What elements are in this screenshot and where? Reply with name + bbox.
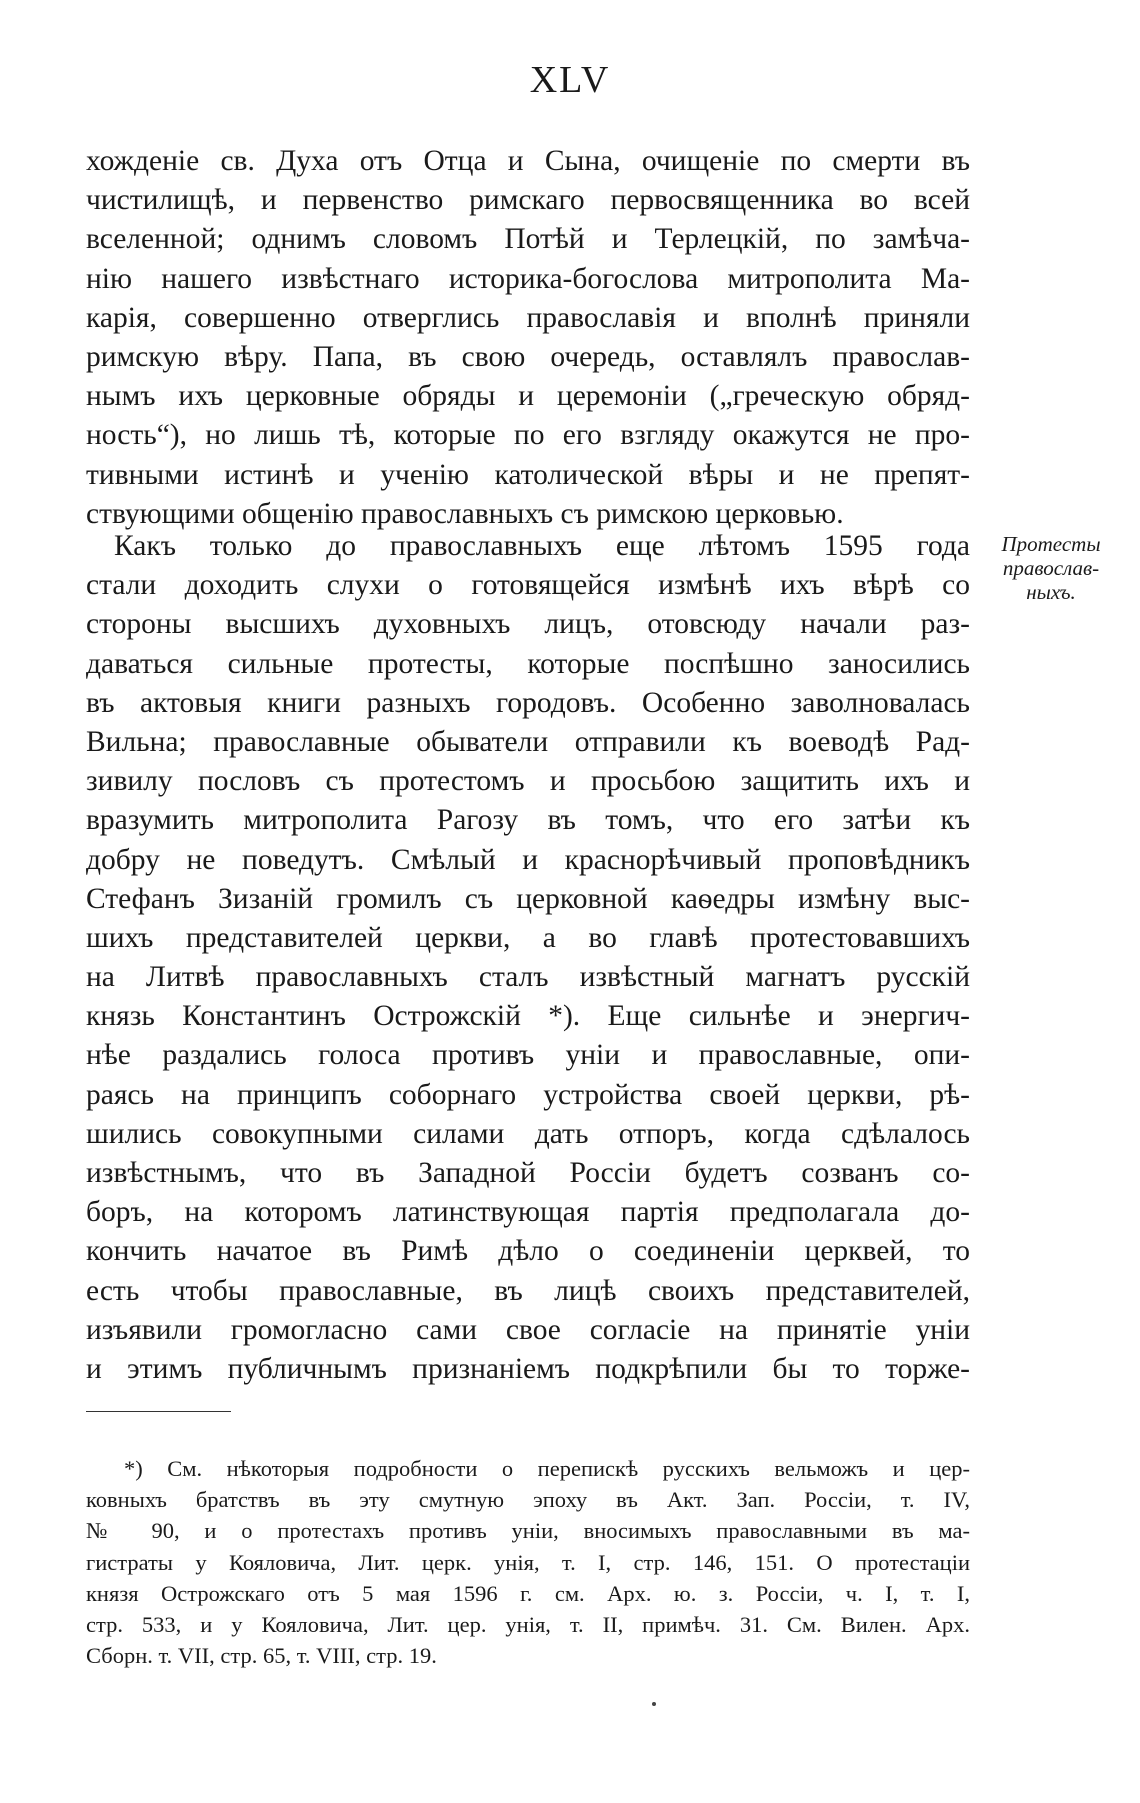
text-line: и этимъ публичнымъ признаніемъ подкрѣпили бы то торже-: [86, 1352, 970, 1385]
footnote-line: № 90, и о протестахъ противъ уніи, вносимыхъ православными въ ма-: [86, 1518, 970, 1544]
print-speck: [652, 1702, 656, 1706]
footnote-line: Сборн. т. VII, стр. 65, т. VIII, стр. 19.: [86, 1643, 437, 1669]
margin-note: [976, 532, 1126, 604]
text-line: кончить начатое въ Римѣ дѣло о соединеніи церквей, то: [86, 1235, 970, 1268]
text-line: боръ, на которомъ латинствующая партія предполагала до-: [86, 1196, 970, 1229]
text-line: нѣе раздались голоса противъ уніи и православные, опи-: [86, 1039, 970, 1072]
text-line: стороны высшихъ духовныхъ лицъ, отовсюду начали раз-: [86, 608, 970, 641]
footnote-line: ковныхъ братствъ въ эту смутную эпоху въ Акт. Зап. Россіи, т. IV,: [86, 1487, 970, 1513]
text-line: римскую вѣру. Папа, въ свою очередь, оставлялъ православ-: [86, 340, 970, 373]
footnote-divider: [86, 1411, 231, 1412]
text-line: хожденіе св. Духа отъ Отца и Сына, очищеніе по смерти въ: [86, 145, 970, 177]
text-line: нымъ ихъ церковные обряды и церемоніи („греческую обряд-: [86, 380, 970, 413]
margin-note-line: ныхъ.: [1026, 580, 1076, 604]
text-line: есть чтобы православные, въ лицѣ своихъ представителей,: [86, 1274, 970, 1307]
paragraph-1: [86, 142, 970, 534]
margin-note-line: Протесты: [1001, 532, 1101, 556]
footnote-line: гистраты у Кояловича, Лит. церк. унія, т. I, стр. 146, 151. О протестаціи: [86, 1549, 970, 1575]
margin-note-line: православ-: [1002, 556, 1100, 580]
text-line: карія, совершенно отверглись православія и вполнѣ приняли: [86, 301, 970, 334]
text-line: зивилу пословъ съ протестомъ и просьбою защитить ихъ и: [86, 765, 970, 798]
text-line: нію нашего извѣстнаго историка-богослова митрополита Ма-: [86, 262, 970, 295]
text-line: ность“), но лишь тѣ, которые по его взгляду окажутся не про-: [86, 419, 970, 452]
page-number-header: XLV: [529, 59, 611, 101]
text-line: добру не поведутъ. Смѣлый и краснорѣчивый проповѣдникъ: [86, 843, 970, 876]
text-line: Какъ только до православныхъ еще лѣтомъ 1595 года: [114, 530, 970, 562]
text-line: вселенной; однимъ словомъ Потѣй и Терлецкій, по замѣча-: [86, 223, 970, 256]
text-line: Вильна; православные обыватели отправили къ воеводѣ Рад-: [86, 725, 970, 758]
footnote-line: стр. 533, и у Кояловича, Лит. цер. унія, т. II, примѣч. 31. См. Вилен. Арх.: [86, 1611, 970, 1637]
text-line: Стефанъ Зизаній громилъ съ церковной каѳедры измѣну выс-: [86, 882, 970, 915]
text-line: извѣстнымъ, что въ Западной Россіи будетъ созванъ со-: [86, 1157, 970, 1189]
text-line: на Литвѣ православныхъ сталъ извѣстный магнатъ русскій: [86, 961, 970, 994]
text-line: шихъ представителей церкви, а во главѣ протестовавшихъ: [86, 921, 970, 954]
text-line: стали доходить слухи о готовящейся измѣнѣ ихъ вѣрѣ со: [86, 569, 970, 602]
footnote: [86, 1453, 970, 1671]
text-line: ствующими общенію православныхъ съ римскою церковью.: [86, 497, 844, 530]
paragraph-2: [86, 527, 970, 1389]
footnote-line: *) См. нѣкоторыя подробности о перепискѣ русскихъ вельможъ и цер-: [124, 1456, 970, 1481]
footnote-line: князя Острожскаго отъ 5 мая 1596 г. см. Арх. ю. з. Россіи, ч. I, т. I,: [86, 1580, 970, 1606]
text-line: вразумить митрополита Рагозу въ томъ, что его затѣи къ: [86, 804, 970, 837]
text-line: чистилищѣ, и первенство римскаго первосвященника во всей: [86, 184, 970, 217]
text-line: тивными истинѣ и ученію католической вѣры и не препят-: [86, 458, 970, 491]
text-line: даваться сильные протесты, которые поспѣшно заносились: [86, 647, 970, 680]
text-line: раясь на принципъ соборнаго устройства своей церкви, рѣ-: [86, 1078, 970, 1111]
text-line: князь Константинъ Острожскій *). Еще сильнѣе и энергич-: [86, 1000, 970, 1033]
text-line: изъявили громогласно сами свое согласіе на принятіе уніи: [86, 1313, 970, 1346]
text-line: въ актовыя книги разныхъ городовъ. Особенно заволновалась: [86, 686, 970, 719]
text-line: шились совокупными силами дать отпоръ, когда сдѣлалось: [86, 1117, 970, 1150]
